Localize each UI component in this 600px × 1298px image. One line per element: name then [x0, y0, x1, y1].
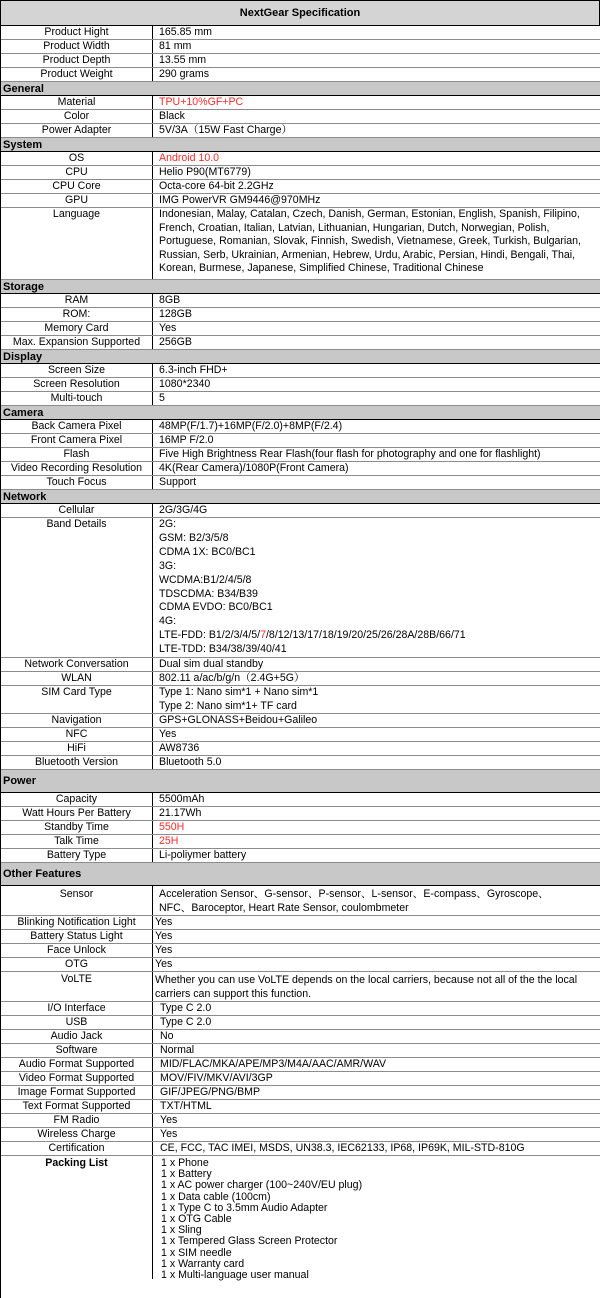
table-row — [1, 68, 600, 82]
spec-value: 6.3-inch FHD+ — [159, 364, 228, 376]
spec-value: 290 grams — [159, 68, 210, 80]
spec-value: Helio P90(MT6779) — [159, 166, 251, 178]
spec-value: Li-poliymer battery — [159, 849, 247, 861]
spec-key: Flash — [1, 448, 153, 461]
spec-key: Face Unlock — [1, 944, 153, 957]
spec-value: No — [160, 1030, 174, 1042]
spec-value: 256GB — [159, 336, 192, 348]
packing-item: 1 x Multi-language user manual — [161, 1269, 309, 1282]
spec-key: Product Depth — [1, 54, 153, 67]
table-row — [1, 364, 600, 378]
spec-value: GIF/JPEG/PNG/BMP — [160, 1086, 261, 1098]
table-row — [1, 1044, 600, 1058]
table-row — [1, 96, 600, 110]
spec-value: 5500mAh — [159, 793, 205, 805]
spec-key: Touch Focus — [1, 476, 153, 489]
band-line: CDMA EVDO: BC0/BC1 — [159, 601, 273, 614]
spec-value: MOV/FIV/MKV/AVI/3GP — [160, 1072, 273, 1084]
table-row — [1, 793, 600, 807]
spec-value: MID/FLAC/MKA/APE/MP3/M4A/AAC/AMR/WAV — [160, 1058, 387, 1070]
spec-key: GPU — [1, 194, 153, 207]
table-row — [1, 392, 600, 406]
table-row — [1, 672, 600, 686]
table-row — [1, 714, 600, 728]
table-row — [1, 835, 600, 849]
spec-value — [153, 208, 600, 279]
spec-value: 16MP F/2.0 — [159, 434, 214, 446]
spec-key: Sensor — [1, 886, 153, 915]
section-camera: Camera — [1, 406, 600, 420]
spec-value: Android 10.0 — [159, 152, 220, 164]
sim-line: Type 2: Nano sim*1+ TF card — [159, 699, 297, 712]
spec-key: CPU — [1, 166, 153, 179]
spec-key: Multi-touch — [1, 392, 153, 405]
spec-value: Type C 2.0 — [160, 1002, 212, 1014]
spec-value: Normal — [160, 1044, 195, 1056]
table-row — [1, 1156, 600, 1282]
table-row — [1, 518, 600, 658]
spec-key: OTG — [1, 958, 153, 971]
language-line: Korean, Burmese, Japanese, Simplified Chinese, Traditional Chinese — [159, 262, 484, 274]
spec-value: Yes — [159, 728, 177, 740]
spec-value: Type C 2.0 — [160, 1016, 212, 1028]
language-line: Portuguese, Romanian, Slovak, Finnish, Swedish, Vietnamese, Greek, Turkish, Bulgarian, — [159, 235, 582, 247]
band-line: WCDMA:B1/2/4/5/8 — [159, 573, 252, 586]
spec-value: Yes — [160, 1128, 178, 1140]
spec-key: I/O Interface — [1, 1002, 153, 1015]
table-row — [1, 1016, 600, 1030]
spec-value — [153, 686, 600, 713]
table-row — [1, 742, 600, 756]
table-row — [1, 294, 600, 308]
spec-key: Cellular — [1, 504, 153, 517]
spec-key: Navigation — [1, 714, 153, 727]
table-row — [1, 849, 600, 863]
spec-value: 5V/3A（15W Fast Charge） — [159, 124, 293, 136]
spec-key: Blinking Notification Light — [1, 916, 153, 929]
spec-key: Screen Resolution — [1, 378, 153, 391]
spec-value: 25H — [159, 835, 179, 847]
spec-value: Yes — [159, 322, 177, 334]
table-row — [1, 807, 600, 821]
section-general: General — [1, 82, 600, 96]
table-row — [1, 336, 600, 350]
spec-key: Max. Expansion Supported — [1, 336, 153, 349]
spec-value: AW8736 — [159, 742, 200, 754]
table-row — [1, 40, 600, 54]
table-row — [1, 886, 600, 916]
spec-key: Capacity — [1, 793, 153, 806]
spec-key: Audio Jack — [1, 1030, 153, 1043]
packing-item: 1 x OTG Cable — [161, 1213, 232, 1226]
spec-key: NFC — [1, 728, 153, 741]
spec-key: Bluetooth Version — [1, 756, 153, 769]
table-row — [1, 1086, 600, 1100]
table-row — [1, 26, 600, 40]
sensor-line: Acceleration Sensor、G-sensor、P-sensor、L-sensor、E-compass、Gyroscope、 — [159, 888, 549, 900]
table-row — [1, 434, 600, 448]
table-row — [1, 180, 600, 194]
spec-value: Yes — [155, 944, 173, 956]
table-row — [1, 930, 600, 944]
spec-key: Power Adapter — [1, 124, 153, 137]
spec-value — [153, 518, 600, 657]
table-row — [1, 658, 600, 672]
spec-key: Text Format Supported — [1, 1100, 153, 1113]
table-row — [1, 476, 600, 490]
spec-value: 4K(Rear Camera)/1080P(Front Camera) — [159, 462, 349, 474]
volte-line: Whether you can use VoLTE depends on the local carriers, because not all of the the local — [155, 974, 578, 986]
lte-fdd-post: /8/12/13/17/18/19/20/25/26/28A/28B/66/71 — [265, 629, 466, 642]
spec-key: Video Recording Resolution — [1, 462, 153, 475]
table-row — [1, 972, 600, 1002]
spec-value: 550H — [159, 821, 185, 833]
packing-item: 1 x SIM needle — [161, 1246, 232, 1259]
spec-value: Yes — [160, 1114, 178, 1126]
language-line: Russian, Serb, Ukrainian, Armenian, Hebrew, Urdu, Arabic, Persian, Hindi, Bengali, Thai, — [159, 248, 576, 261]
language-line: Indonesian, Malay, Catalan, Czech, Danish, German, Estonian, English, Spanish, Filipino, — [159, 208, 580, 220]
table-row — [1, 1058, 600, 1072]
table-row — [1, 1002, 600, 1016]
spec-value: IMG PowerVR GM9446@970MHz — [159, 194, 321, 206]
table-row — [1, 821, 600, 835]
packing-item: 1 x Tempered Glass Screen Protector — [161, 1235, 338, 1248]
spec-value: 5 — [159, 392, 165, 404]
spec-value: Bluetooth 5.0 — [159, 756, 222, 768]
spec-key: Battery Type — [1, 849, 153, 862]
table-row — [1, 1142, 600, 1156]
table-row — [1, 1030, 600, 1044]
table-row — [1, 208, 600, 280]
band-line: LTE-TDD: B34/38/39/40/41 — [159, 643, 287, 656]
spec-key: Watt Hours Per Battery — [1, 807, 153, 820]
packing-item: 1 x Type C to 3.5mm Audio Adapter — [161, 1201, 328, 1214]
spec-value: Black — [159, 110, 185, 122]
spec-key: Certification — [1, 1142, 153, 1155]
spec-key: Product Hight — [1, 26, 153, 39]
table-row — [1, 916, 600, 930]
spec-key: FM Radio — [1, 1114, 153, 1127]
spec-key: RAM — [1, 294, 153, 307]
spec-value: TXT/HTML — [160, 1100, 212, 1112]
spec-value — [153, 972, 600, 1001]
table-row — [1, 944, 600, 958]
packing-item: 1 x Battery — [161, 1168, 212, 1181]
table-row — [1, 308, 600, 322]
spec-key: Screen Size — [1, 364, 153, 377]
lte-fdd-highlight: 7 — [260, 629, 266, 642]
table-row — [1, 110, 600, 124]
spec-value: 1080*2340 — [159, 378, 211, 390]
spec-key: Video Format Supported — [1, 1072, 153, 1085]
sensor-line: NFC、Baroceptor, Heart Rate Sensor, coulombmeter — [159, 902, 409, 914]
spec-key: OS — [1, 152, 153, 165]
spec-key: Back Camera Pixel — [1, 420, 153, 433]
spec-key: USB — [1, 1016, 153, 1029]
spec-key: Audio Format Supported — [1, 1058, 153, 1071]
spec-value: Yes — [155, 930, 173, 942]
table-row — [1, 194, 600, 208]
spec-value: 48MP(F/1.7)+16MP(F/2.0)+8MP(F/2.4) — [159, 420, 343, 432]
section-other-features: Other Features — [1, 863, 600, 886]
table-row — [1, 166, 600, 180]
spec-key: Front Camera Pixel — [1, 434, 153, 447]
spec-value: 81 mm — [159, 40, 192, 52]
packing-item: 1 x Sling — [161, 1224, 202, 1237]
spec-key: ROM: — [1, 308, 153, 321]
table-row — [1, 686, 600, 714]
spec-key: Software — [1, 1044, 153, 1057]
spec-key: Band Details — [1, 518, 153, 657]
table-row — [1, 756, 600, 770]
packing-item: 1 x AC power charger (100~240V/EU plug) — [161, 1179, 363, 1192]
packing-item: 1 x Data cable (100cm) — [161, 1190, 271, 1203]
table-row — [1, 54, 600, 68]
spec-value: CE, FCC, TAC IMEI, MSDS, UN38.3, IEC62133, IP68, IP69K, MIL-STD-810G — [160, 1142, 525, 1154]
table-row — [1, 958, 600, 972]
spec-key: HiFi — [1, 742, 153, 755]
spec-key: CPU Core — [1, 180, 153, 193]
spec-value: TPU+10%GF+PC — [159, 96, 244, 108]
spec-value: Yes — [155, 916, 173, 928]
table-row — [1, 1128, 600, 1142]
volte-line: carriers can support this function. — [155, 988, 312, 1000]
table-row — [1, 504, 600, 518]
spec-key: Talk Time — [1, 835, 153, 848]
table-row — [1, 448, 600, 462]
spec-value: 2G/3G/4G — [159, 504, 208, 516]
table-row — [1, 728, 600, 742]
table-row — [1, 378, 600, 392]
spec-key: Battery Status Light — [1, 930, 153, 943]
table-row — [1, 1100, 600, 1114]
table-row — [1, 124, 600, 138]
section-network: Network — [1, 490, 600, 504]
lte-fdd-pre: LTE-FDD: B1/2/3/4/5/ — [159, 629, 261, 642]
sheet-title: NextGear Specification — [1, 0, 600, 26]
spec-key: Wireless Charge — [1, 1128, 153, 1141]
band-line: GSM: B2/3/5/8 — [159, 531, 229, 544]
section-display: Display — [1, 350, 600, 364]
spec-value — [153, 886, 600, 915]
spec-value: 21.17Wh — [159, 807, 202, 819]
table-row — [1, 1072, 600, 1086]
table-row — [1, 462, 600, 476]
table-row — [1, 322, 600, 336]
band-line: 4G: — [159, 615, 177, 628]
band-line: 3G: — [159, 559, 177, 572]
spec-value: 802.11 a/ac/b/g/n（2.4G+5G） — [159, 672, 305, 684]
spec-value: Yes — [155, 958, 173, 970]
spec-key: Network Conversation — [1, 658, 153, 671]
spec-value: Octa-core 64-bit 2.2GHz — [159, 180, 274, 192]
section-system: System — [1, 138, 600, 152]
spec-key: Memory Card — [1, 322, 153, 335]
table-row — [1, 420, 600, 434]
spec-key: Standby Time — [1, 821, 153, 834]
section-storage: Storage — [1, 280, 600, 294]
spec-key: SIM Card Type — [1, 686, 153, 713]
band-line: TDSCDMA: B34/B39 — [159, 587, 258, 600]
packing-list — [153, 1156, 600, 1282]
spec-key: Product Width — [1, 40, 153, 53]
spec-key: Product Weight — [1, 68, 153, 81]
spec-value: 13.55 mm — [159, 54, 207, 66]
language-line: French, Croatian, Italian, Latvian, Lithuanian, Hungarian, Dutch, Norwegian, Polish, — [159, 221, 550, 234]
spec-key: Color — [1, 110, 153, 123]
spec-key: VoLTE — [1, 972, 153, 1001]
spec-key: Material — [1, 96, 153, 109]
spec-value: Support — [159, 476, 197, 488]
spec-key: Packing List — [1, 1156, 153, 1279]
band-line: 2G: — [159, 518, 177, 530]
spec-key: Image Format Supported — [1, 1086, 153, 1099]
spec-value: 165.85 mm — [159, 26, 212, 38]
spec-key: WLAN — [1, 672, 153, 685]
packing-item: 1 x Warranty card — [161, 1257, 245, 1270]
spec-value: 128GB — [159, 308, 192, 320]
packing-item: 1 x Phone — [161, 1157, 209, 1169]
spec-value: Dual sim dual standby — [159, 658, 264, 670]
spec-value: Five High Brightness Rear Flash(four flash for photography and one for flashlight) — [159, 448, 541, 460]
table-row — [1, 1114, 600, 1128]
spec-value: 8GB — [159, 294, 181, 306]
band-line-lte-fdd — [159, 629, 600, 643]
table-row — [1, 152, 600, 166]
section-power: Power — [1, 770, 600, 793]
sim-line: Type 1: Nano sim*1 + Nano sim*1 — [159, 686, 319, 698]
band-line: CDMA 1X: BC0/BC1 — [159, 545, 256, 558]
spec-key: Language — [1, 208, 153, 279]
spec-value: GPS+GLONASS+Beidou+Galileo — [159, 714, 318, 726]
